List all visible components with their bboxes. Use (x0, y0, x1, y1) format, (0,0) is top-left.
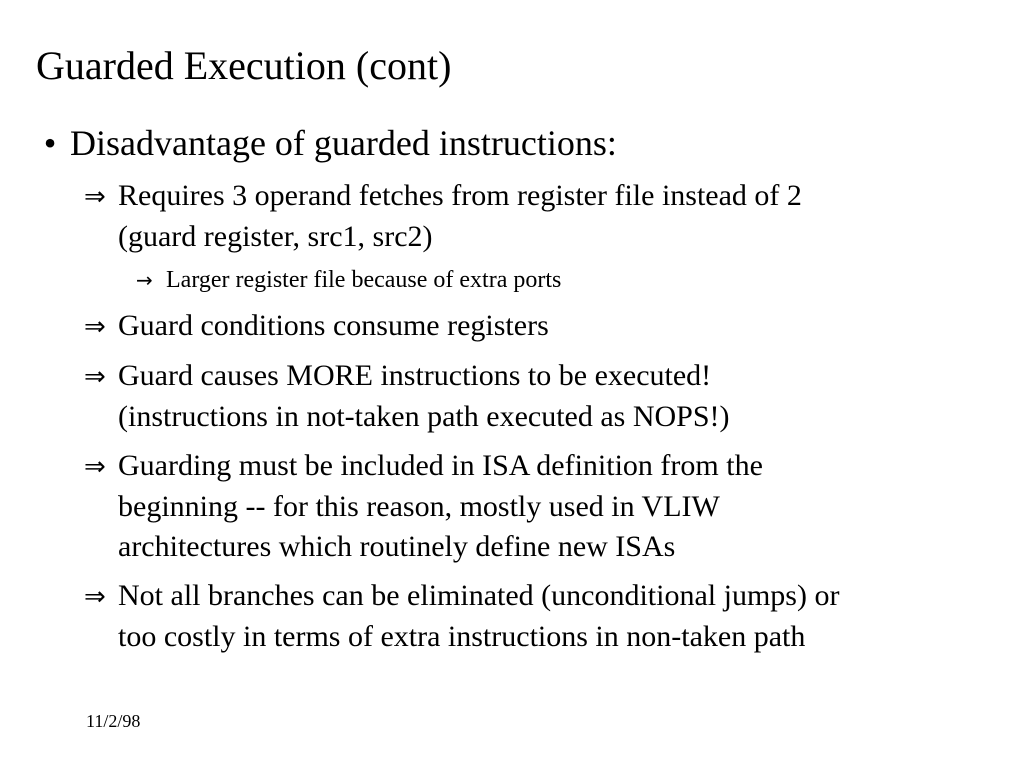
sub-sub-bullet-text: Larger register file because of extra ports (166, 267, 562, 293)
double-arrow-icon: ⇒ (84, 362, 106, 392)
main-bullet-text: Disadvantage of guarded instructions: (70, 123, 617, 163)
sub-bullet-operand-fetches (84, 176, 802, 257)
sub-bullet-line: Guard causes MORE instructions to be executed! (118, 359, 712, 392)
sub-bullet-line: Not all branches can be eliminated (unconditional jumps) or (118, 579, 840, 612)
sub-bullet-line: architectures which routinely define new ISAs (118, 530, 676, 563)
right-arrow-icon: → (136, 268, 153, 292)
sub-bullet-line: Guarding must be included in ISA definition from the (118, 449, 763, 482)
sub-bullet-line: Guard conditions consume registers (118, 309, 549, 342)
sub-sub-bullet-register-file (136, 266, 561, 294)
sub-bullet-line: Requires 3 operand fetches from register file instead of 2 (118, 179, 802, 212)
slide-title: Guarded Execution (cont) (36, 43, 452, 88)
double-arrow-icon: ⇒ (84, 312, 106, 342)
sub-bullet-guard-registers (84, 306, 549, 347)
bullet-marker: • (43, 123, 57, 163)
sub-bullet-line: (guard register, src1, src2) (118, 220, 433, 253)
double-arrow-icon: ⇒ (84, 452, 106, 482)
double-arrow-icon: ⇒ (84, 182, 106, 212)
sub-bullet-isa-definition (84, 446, 763, 567)
sub-bullet-line: (instructions in not-taken path executed as NOPS!) (118, 400, 730, 433)
double-arrow-icon: ⇒ (84, 582, 106, 612)
footer-date: 11/2/98 (86, 711, 141, 731)
sub-bullet-line: too costly in terms of extra instructions in non-taken path (118, 620, 806, 653)
sub-bullet-line: beginning -- for this reason, mostly used in VLIW (118, 490, 720, 523)
main-bullet (30, 122, 617, 164)
sub-bullet-more-instructions (84, 356, 730, 437)
sub-bullet-branches (84, 576, 839, 657)
